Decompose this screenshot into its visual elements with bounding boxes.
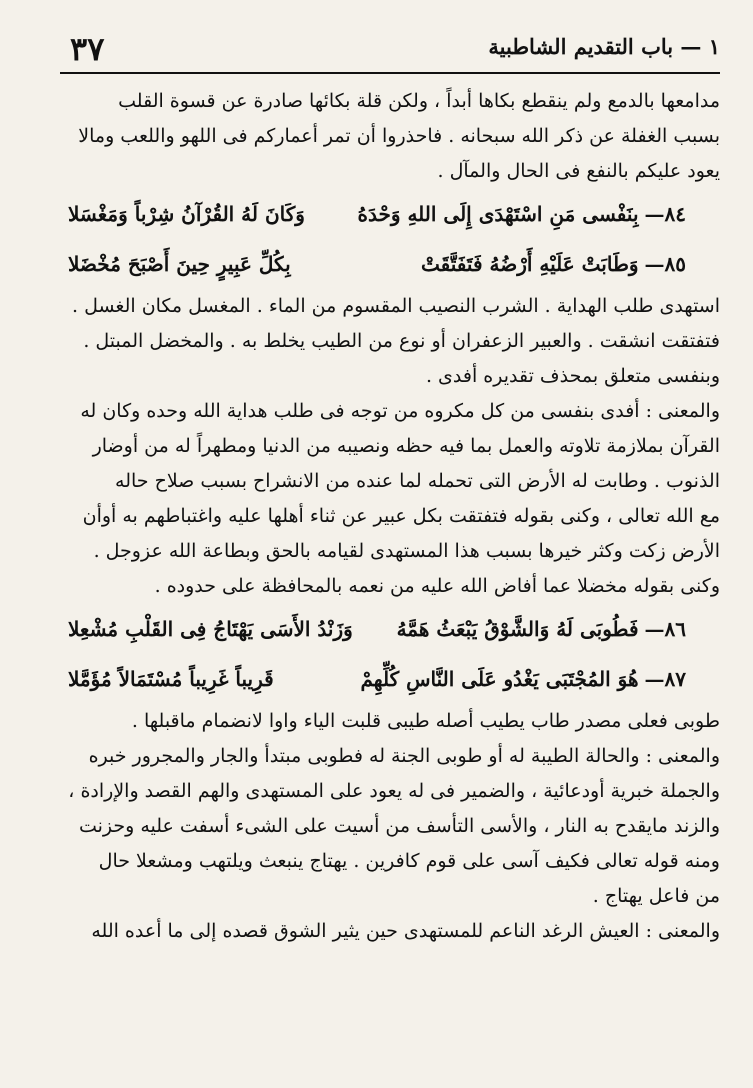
header-rule <box>60 72 720 74</box>
text-line: من فاعل يهتاج . <box>592 885 720 907</box>
text-line: وكنى بقوله مخضلا عما أفاض الله عليه من نعمه بالمحافظة على حدوده . <box>154 575 720 597</box>
text-line: والزند مايقدح به النار ، والأسى التأسف من أسيت على الشىء أسفت عليه وحزنت <box>78 815 720 837</box>
verse-number: ٨٧— <box>644 667 686 691</box>
verse-line <box>60 604 720 654</box>
verse-first-hemistich <box>397 604 686 654</box>
verse-first-text: هُوَ المُجْتَبَى يَغْدُو عَلَى النَّاسِ كُلِّهِمْ <box>360 667 639 691</box>
text-line: يعود عليكم بالنفع فى الحال والمآل . <box>437 160 720 182</box>
page <box>60 30 720 949</box>
text-line: مع الله تعالى ، وكنى بقوله فتفتقت بكل عبير عن ثناء أهلها عليه واغتباطهم به أوأن <box>82 505 720 527</box>
verse-first-hemistich <box>360 654 686 704</box>
prose-paragraph <box>60 914 720 949</box>
verse-first-hemistich <box>421 239 686 289</box>
text-line: والمعنى : العيش الرغد الناعم للمستهدى حين يثير الشوق قصده إلى ما أعده الله <box>91 920 720 942</box>
page-header <box>60 30 720 68</box>
verse-second-hemistich: وَزَنْدُ الأَسَى يَهْتَاجُ فِى القَلْبِ مُشْعِلا <box>68 617 353 641</box>
verse-line <box>60 189 720 239</box>
verse-first-text: فَطُوبَى لَهُ وَالشَّوْقُ يَبْعَثُ هَمَّهُ <box>396 617 639 641</box>
text-line: الأرض زكت وكثر خيرها بسبب هذا المستهدى لقيامه بالحق وبطاعة الله عزوجل . <box>93 540 720 562</box>
verse-second-hemistich: بِكُلِّ عَبِيرٍ حِينَ أَصْبَحَ مُخْضَلا <box>68 252 291 276</box>
text-line: بسبب الغفلة عن ذكر الله سبحانه . فاحذروا أن تمر أعماركم فى اللهو واللعب ومالا <box>78 125 720 147</box>
text-line: وبنفسى متعلق بمحذف تقديره أفدى . <box>425 365 720 387</box>
verse-first-text: وَطَابَتْ عَلَيْهِ أَرْضُهُ فَتَفَتَّقَتْ <box>421 252 639 276</box>
verse-second-hemistich: وَكَانَ لَهُ القُرْآنُ شِرْباً وَمَغْسَلا <box>68 202 305 226</box>
prose-paragraph <box>60 704 720 739</box>
prose-paragraph <box>60 394 720 604</box>
page-number: ٣٧ <box>70 30 105 68</box>
prose-paragraph <box>60 739 720 914</box>
verse-second-hemistich: قَرِيباً غَرِيباً مُسْتَمَالاً مُؤَمَّلا <box>68 667 274 691</box>
verse-number: ٨٦— <box>644 617 686 641</box>
page-body <box>60 84 720 949</box>
text-line: القرآن بملازمة تلاوته والعمل بما فيه حظه ونصيبه من الدنيا ومطهراً له من أوضار <box>92 435 720 457</box>
verse-number: ٨٤— <box>644 202 686 226</box>
text-line: والجملة خبرية أودعائية ، والضمير فى له يعود على المستهدى والهم القصد والإرادة ، <box>68 780 720 802</box>
text-line: استهدى طلب الهداية . الشرب النصيب المقسوم من الماء . المغسل مكان الغسل . <box>72 295 720 317</box>
prose-paragraph <box>60 289 720 394</box>
verse-number: ٨٥— <box>644 252 686 276</box>
verse-first-text: بِنَفْسى مَنِ اسْتَهْدَى إِلَى اللهِ وَحْدَهُ <box>357 202 639 226</box>
chapter-title: ١ — باب التقديم الشاطبية <box>488 34 720 59</box>
text-line: مدامعها بالدمع ولم ينقطع بكاها أبداً ، ولكن قلة بكائها صادرة عن قسوة القلب <box>118 90 720 112</box>
text-line: طوبى فعلى مصدر طاب يطيب أصله طيبى قلبت الياء واوا لانضمام ماقبلها . <box>131 710 720 732</box>
prose-paragraph <box>60 84 720 189</box>
text-line: والمعنى : أفدى بنفسى من كل مكروه من توجه فى طلب هداية الله وحده وكان له <box>80 400 720 422</box>
text-line: والمعنى : والحالة الطيبة له أو طوبى الجنة له فطوبى مبتدأ والجار والمجرور خبره <box>88 745 720 767</box>
verse-line <box>60 239 720 289</box>
text-line: الذنوب . وطابت له الأرض التى تحمله لما عنده من الانشراح بسبب صلاح حاله <box>115 470 720 492</box>
verse-first-hemistich <box>358 189 687 239</box>
text-line: فتفتقت انشقت . والعبير الزعفران أو نوع من الطيب يخلط به . والمخضل المبتل . <box>83 330 720 352</box>
text-line: ومنه قوله تعالى فكيف آسى على قوم كافرين . يهتاج ينبعث ويلتهب ومشعلا حال <box>98 850 720 872</box>
verse-line <box>60 654 720 704</box>
